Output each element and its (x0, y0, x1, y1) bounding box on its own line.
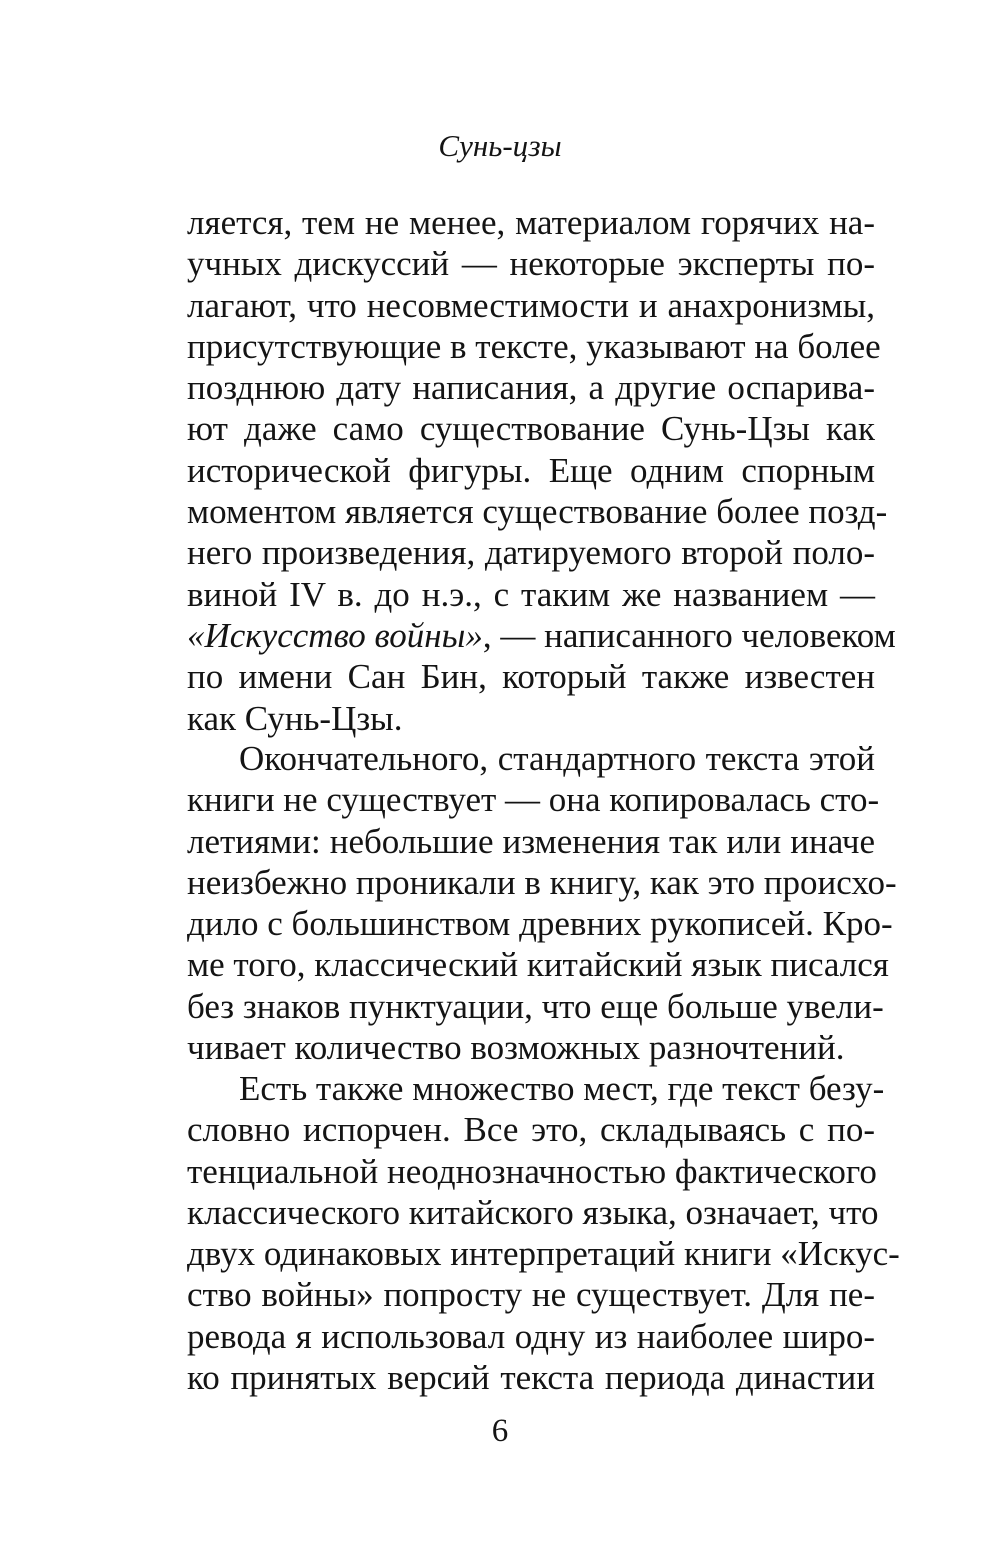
paragraph-2 (187, 738, 897, 1068)
text-line: летиями: небольшие изменения так или иначе (187, 821, 875, 861)
text-line: позднюю дату написания, а другие оспарива- (187, 368, 875, 408)
text-line: как Сунь-Цзы. (187, 698, 403, 738)
paragraph-3 (187, 1068, 900, 1398)
text-line: него произведения, датируемого второй поло- (187, 533, 875, 573)
text-line: тенциальной неоднозначностью фактического (187, 1151, 877, 1191)
text-line: лагают, что несовместимости и анахронизмы, (187, 285, 875, 325)
running-head: Сунь-цзы (438, 128, 562, 163)
paragraph-1 (187, 202, 896, 739)
text-line: ме того, классический китайский язык писался (187, 945, 889, 985)
text-line: классического китайского языка, означает, что (187, 1192, 879, 1232)
text-line: ревода я использовал одну из наиболее широ- (187, 1316, 875, 1356)
text-line: двух одинаковых интерпретаций книги «Искус- (187, 1234, 900, 1274)
text-line: дило с большинством древних рукописей. Кро- (187, 904, 893, 944)
text-line: моментом является существование более позд- (187, 492, 888, 532)
line-suffix: , — написанного человеком (482, 615, 896, 655)
text-line-with-title (187, 615, 896, 656)
text-line: ство войны» попросту не существует. Для пе- (187, 1275, 875, 1315)
text-line: по имени Сан Бин, который также известен (187, 657, 875, 697)
text-line: чивает количество возможных разночтений. (187, 1028, 845, 1068)
text-line: неизбежно проникали в книгу, как это происхо- (187, 862, 897, 902)
book-title-italic: «Искусство войны» (187, 615, 483, 655)
text-line: учных дискуссий — некоторые эксперты по- (187, 244, 875, 284)
page-number: 6 (491, 1413, 509, 1449)
text-line: без знаков пунктуации, что еще больше увели- (187, 986, 884, 1026)
text-line: ют даже само существование Сунь-Цзы как (187, 409, 875, 449)
text-line: присутствующие в тексте, указывают на более (187, 326, 881, 366)
text-line: ко принятых версий текста периода династии (187, 1358, 875, 1398)
text-line: Окончательного, стандартного текста этой (239, 739, 875, 778)
text-line: исторической фигуры. Еще одним спорным (187, 450, 875, 490)
text-line: ляется, тем не менее, материалом горячих на- (187, 203, 875, 242)
text-line: книги не существует — она копировалась сто- (187, 780, 880, 820)
text-line: Есть также множество мест, где текст безу- (239, 1069, 885, 1108)
text-line: виной IV в. до н.э., с таким же названием — (187, 574, 875, 614)
text-line: словно испорчен. Все это, складываясь с по- (187, 1110, 875, 1150)
